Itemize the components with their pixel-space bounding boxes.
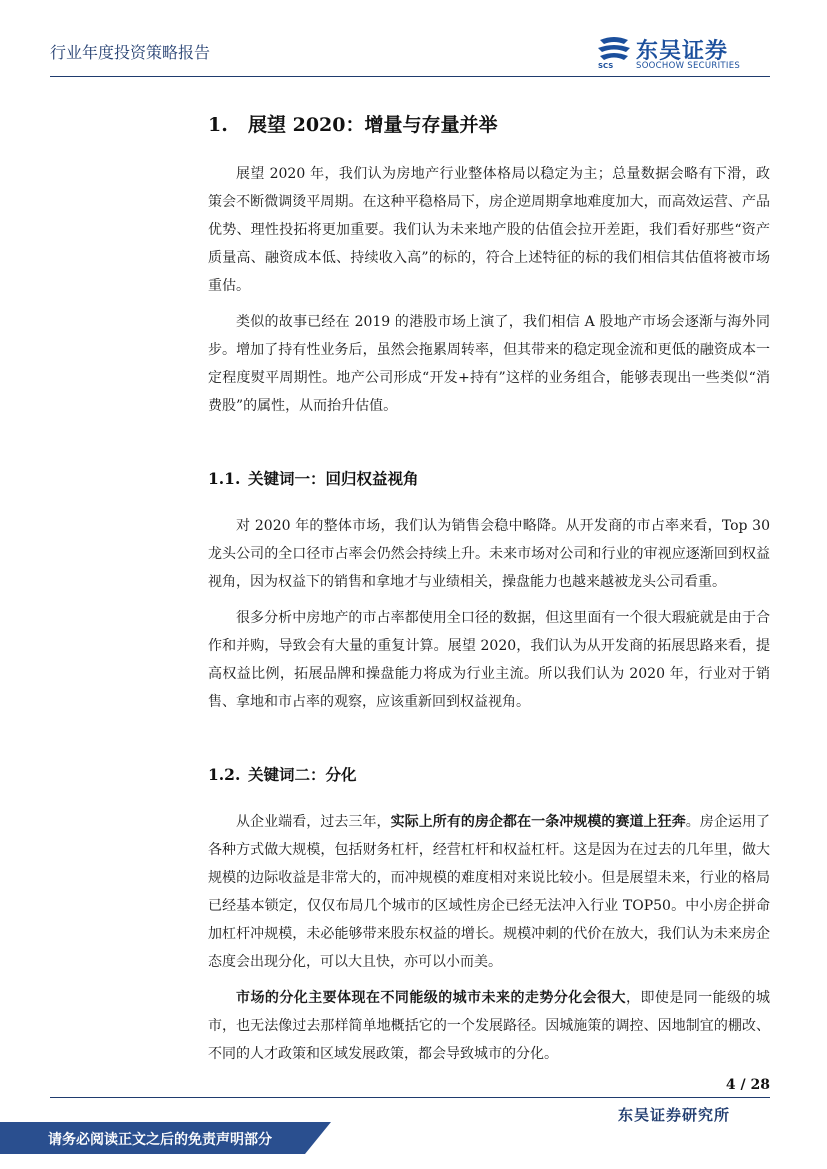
section-heading-1-2	[208, 762, 770, 788]
section-title: 关键词一：回归权益视角	[248, 469, 419, 488]
emphasis-text: 市场的分化主要体现在不同能级的城市未来的走势分化会很大	[236, 990, 626, 1006]
page-number: 4 / 28	[725, 1077, 770, 1093]
section-heading-1-1	[208, 466, 770, 492]
section-heading-1	[208, 110, 770, 140]
paragraph: 类似的故事已经在 2019 的港股市场上演了，我们相信 A 股地产市场会逐渐与海外同步。增加了持有性业务后，虽然会拖累周转率，但其带来的稳定现金流和更低的融资成本一定程度熨平周期性。地产公司形成“开发+持有”这样的业务组合，能够表现出一些类似“消费股”的属性，从而抬升估值。	[208, 314, 770, 414]
paragraph: 对 2020 年的整体市场，我们认为销售会稳中略降。从开发商的市占率来看，Top 30 龙头公司的全口径市占率会仍然会持续上升。未来市场对公司和行业的审视应逐渐回到权益视角，因为权益下的销售和拿地才与业绩相关，操盘能力也越来越被龙头公司看重。	[208, 518, 770, 590]
emphasis-text: 实际上所有的房企都在一条冲规模的赛道上狂奔	[390, 814, 686, 830]
main-content	[208, 110, 770, 1068]
paragraph: 展望 2020 年，我们认为房地产行业整体格局以稳定为主；总量数据会略有下滑，政策会不断微调烫平周期。在这种平稳格局下，房企逆周期拿地难度加大，而高效运营、产品优势、理性投拓将更加重要。我们认为未来地产股的估值会拉开差距，我们看好那些“资产质量高、融资成本低、持续收入高”的标的，符合上述特征的标的我们相信其估值将被市场重估。	[208, 166, 770, 294]
section-number: 1.1.	[208, 469, 241, 488]
footer-rule	[50, 1097, 770, 1098]
disclaimer-notice: 请务必阅读正文之后的免责声明部分	[48, 1132, 272, 1148]
section-title: 关键词二：分化	[248, 765, 357, 784]
section-number: 1.2.	[208, 765, 241, 784]
logo-english-name: SOOCHOW SECURITIES	[636, 61, 741, 71]
institute-name: 东吴证券研究所	[617, 1106, 730, 1124]
paragraph: 从企业端看，过去三年，实际上所有的房企都在一条冲规模的赛道上狂奔。房企运用了各种方式做大规模，包括财务杠杆，经营杠杆和权益杠杆。这是因为在过去的几年里，做大规模的边际收益是非常大的，而冲规模的难度相对来说比较小。但是展望未来，行业的格局已经基本锁定，仅仅布局几个城市的区域性房企已经无法冲入行业 TOP50。中小房企拼命加杠杆冲规模，未必能够带来股东权益的增长。规模冲刺的代价在放大，我们认为未来房企态度会出现分化，可以大且快，亦可以小而美。	[208, 814, 771, 970]
logo-mark-icon	[596, 36, 632, 62]
logo-abbr: SCS	[598, 62, 614, 70]
footer-bar-corner	[305, 1122, 331, 1154]
company-logo	[596, 34, 771, 74]
section-title: 展望 2020：增量与存量并举	[248, 114, 498, 136]
header-rule	[50, 76, 770, 77]
section-number: 1.	[208, 114, 228, 136]
logo-chinese-name: 东吴证券	[636, 39, 729, 64]
report-type-label: 行业年度投资策略报告	[50, 43, 211, 62]
paragraph: 市场的分化主要体现在不同能级的城市未来的走势分化会很大，即使是同一能级的城市，也无法像过去那样简单地概括它的一个发展路径。因城施策的调控、因地制宜的棚改、不同的人才政策和区域发展政策，都会导致城市的分化。	[208, 990, 770, 1062]
paragraph: 很多分析中房地产的市占率都使用全口径的数据，但这里面有一个很大瑕疵就是由于合作和并购，导致会有大量的重复计算。展望 2020，我们认为从开发商的拓展思路来看，提高权益比例，拓展品牌和操盘能力将成为行业主流。所以我们认为 2020 年，行业对于销售、拿地和市占率的观察，应该重新回到权益视角。	[208, 610, 770, 710]
